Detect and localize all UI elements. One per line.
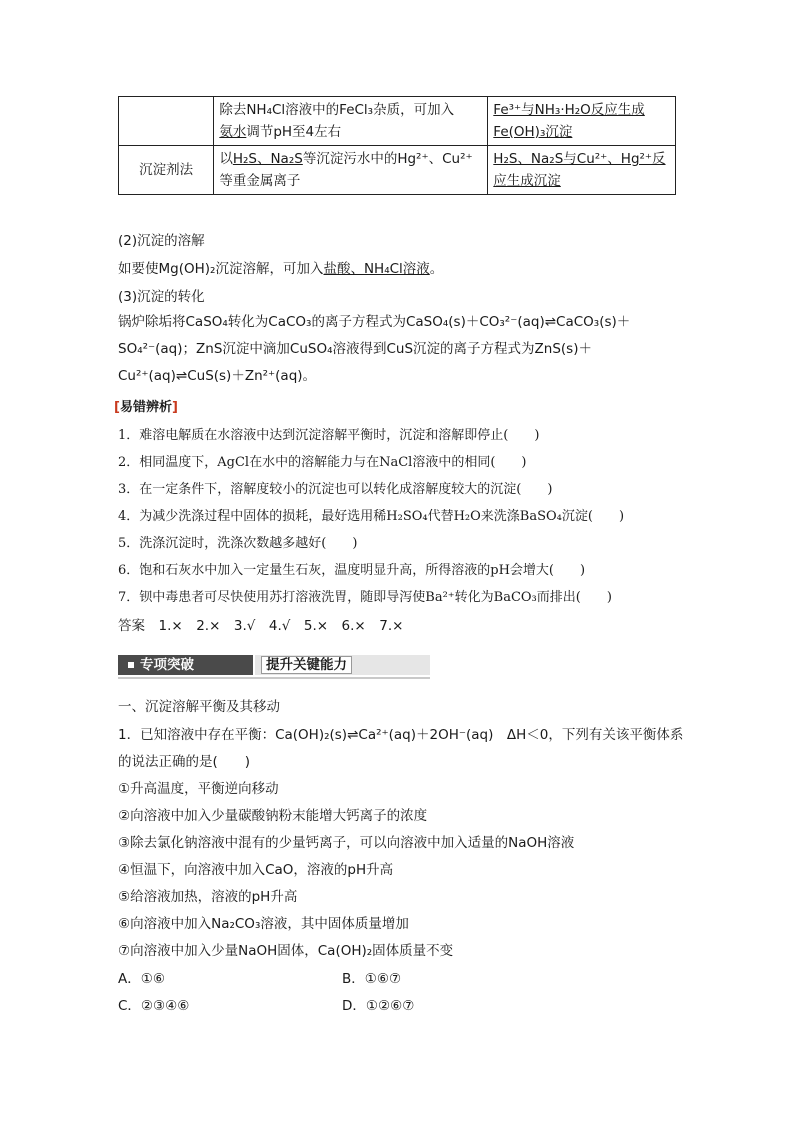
convert-heading: (3)沉淀的转化 bbox=[118, 289, 205, 305]
error-item: 2．相同温度下，AgCl在水中的溶解能力与在NaCl溶液中的相同( ) bbox=[118, 455, 527, 470]
question-stem: 的说法正确的是( ) bbox=[118, 754, 251, 770]
question-stem: 1．已知溶液中存在平衡：Ca(OH)₂(s)⇌Ca²⁺(aq)＋2OH⁻(aq) ΔH＜0，下列有关该平衡体系 bbox=[118, 727, 684, 743]
table-cell-description bbox=[214, 146, 488, 195]
table-cell-description bbox=[214, 97, 488, 146]
error-item: 4．为减少洗涤过程中固体的损耗，最好选用稀H₂SO₄代替H₂O来洗涤BaSO₄沉淀( ) bbox=[118, 509, 625, 524]
method-table bbox=[118, 96, 676, 195]
error-section-tag: [易错辨析] bbox=[114, 400, 178, 415]
error-item: 6．饱和石灰水中加入一定量生石灰，温度明显升高，所得溶液的pH会增大( ) bbox=[118, 563, 586, 578]
cell-text: 等沉淀污水中的Hg²⁺、Cu²⁺ bbox=[302, 151, 473, 167]
table-cell-result bbox=[488, 146, 676, 195]
statement-item: ⑥向溶液中加入Na₂CO₃溶液，其中固体质量增加 bbox=[118, 916, 409, 932]
cell-text-underlined: 应生成沉淀 bbox=[493, 173, 561, 189]
dissolve-heading: (2)沉淀的溶解 bbox=[118, 233, 205, 249]
error-item: 3．在一定条件下，溶解度较小的沉淀也可以转化成溶解度较大的沉淀( ) bbox=[118, 482, 553, 497]
answer-line: 答案 1.× 2.× 3.√ 4.√ 5.× 6.× 7.× bbox=[118, 618, 404, 634]
statement-item: ④恒温下，向溶液中加入CaO，溶液的pH升高 bbox=[118, 862, 394, 878]
section-banner bbox=[118, 653, 430, 677]
cell-text: 除去NH₄Cl溶液中的FeCl₃杂质，可加入 bbox=[219, 102, 455, 118]
cell-text-underlined: H₂S、Na₂S bbox=[232, 151, 303, 167]
table-cell-method bbox=[119, 97, 214, 146]
cell-text: 调节pH至4左右 bbox=[246, 124, 342, 140]
statement-item: ③除去氯化钠溶液中混有的少量钙离子，可以向溶液中加入适量的NaOH溶液 bbox=[118, 835, 575, 851]
section-heading: 一、沉淀溶解平衡及其移动 bbox=[118, 699, 280, 715]
statement-item: ②向溶液中加入少量碳酸钠粉末能增大钙离子的浓度 bbox=[118, 808, 428, 824]
table-cell-result bbox=[488, 97, 676, 146]
cell-text-underlined: Fe(OH)₃沉淀 bbox=[493, 124, 573, 140]
dissolve-text: 如要使Mg(OH)₂沉淀溶解，可加入盐酸、NH₄Cl溶液。 bbox=[118, 261, 444, 277]
cell-text: 以 bbox=[219, 151, 233, 167]
option-a: A．①⑥ bbox=[118, 971, 165, 987]
banner-left: 专项突破 bbox=[118, 655, 253, 675]
option-c: C．②③④⑥ bbox=[118, 998, 190, 1014]
banner-rule bbox=[118, 677, 430, 679]
cell-text: 等重金属离子 bbox=[219, 173, 301, 189]
statement-item: ⑦向溶液中加入少量NaOH固体，Ca(OH)₂固体质量不变 bbox=[118, 943, 454, 959]
error-section-title: 易错辨析 bbox=[119, 400, 172, 415]
error-item: 7．钡中毒患者可尽快使用苏打溶液洗胃，随即导泻使Ba²⁺转化为BaCO₃而排出( ) bbox=[118, 590, 612, 605]
convert-paragraph: 锅炉除垢将CaSO₄转化为CaCO₃的离子方程式为CaSO₄(s)＋CO₃²⁻(aq)⇌CaCO₃(s)＋SO₄²⁻(aq)；ZnS沉淀中滴加CuSO₄溶液得到CuS沉淀的离子方程式为ZnS(s)＋Cu²⁺(aq)⇌CuS(s)＋Zn²⁺(aq)。 bbox=[118, 314, 631, 384]
error-item: 5．洗涤沉淀时，洗涤次数越多越好( ) bbox=[118, 536, 358, 551]
cell-text-underlined: H₂S、Na₂S与Cu²⁺、Hg²⁺反 bbox=[493, 151, 666, 167]
cell-text-underlined: 氨水 bbox=[219, 124, 247, 140]
table-row bbox=[119, 97, 676, 146]
option-b: B．①⑥⑦ bbox=[342, 971, 402, 987]
cell-text-underlined: Fe³⁺与NH₃·H₂O反应生成 bbox=[493, 102, 645, 118]
statement-item: ⑤给溶液加热，溶液的pH升高 bbox=[118, 889, 298, 905]
square-icon bbox=[128, 662, 134, 668]
table-row bbox=[119, 146, 676, 195]
table-cell-method: 沉淀剂法 bbox=[119, 146, 214, 195]
banner-right: 提升关键能力 bbox=[255, 655, 430, 675]
dissolve-answer: 盐酸、NH₄Cl溶液 bbox=[323, 261, 430, 277]
error-item: 1．难溶电解质在水溶液中达到沉淀溶解平衡时，沉淀和溶解即停止( ) bbox=[118, 428, 540, 443]
option-d: D．①②⑥⑦ bbox=[342, 998, 415, 1014]
statement-item: ①升高温度，平衡逆向移动 bbox=[118, 781, 279, 797]
